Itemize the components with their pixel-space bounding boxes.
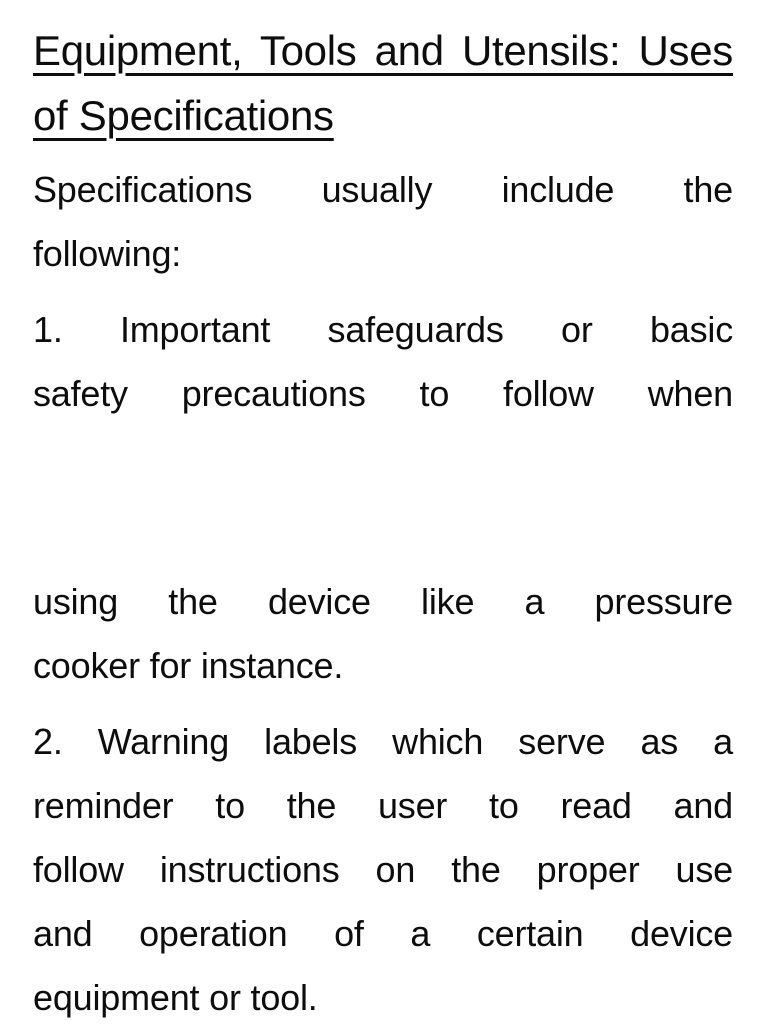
list-item-2-paragraph — [33, 710, 733, 1024]
paragraph-line: and operation of a certain device — [33, 913, 733, 954]
page-title-line: of Specifications — [33, 92, 334, 139]
paragraph-line: safety precautions to follow when — [33, 373, 733, 414]
blank-gap — [33, 438, 733, 570]
paragraph-line: using the device like a pressure — [33, 581, 733, 622]
paragraph-line: reminder to the user to read and — [33, 785, 733, 826]
intro-paragraph — [33, 158, 733, 286]
paragraph-line: Specifications usually include the — [33, 169, 733, 210]
page-title — [33, 18, 733, 148]
paragraph-line: following: — [33, 233, 182, 274]
paragraph-line: follow instructions on the proper use — [33, 849, 733, 890]
list-item-1-paragraph — [33, 298, 733, 426]
paragraph-line: cooker for instance. — [33, 645, 344, 686]
list-item-1-continued-paragraph — [33, 570, 733, 698]
paragraph-line: 2. Warning labels which serve as a — [33, 721, 733, 762]
paragraph-line: 1. Important safeguards or basic — [33, 309, 733, 350]
page-title-line: Equipment, Tools and Utensils: Uses — [33, 27, 733, 74]
paragraph-line: equipment or tool. — [33, 977, 318, 1018]
